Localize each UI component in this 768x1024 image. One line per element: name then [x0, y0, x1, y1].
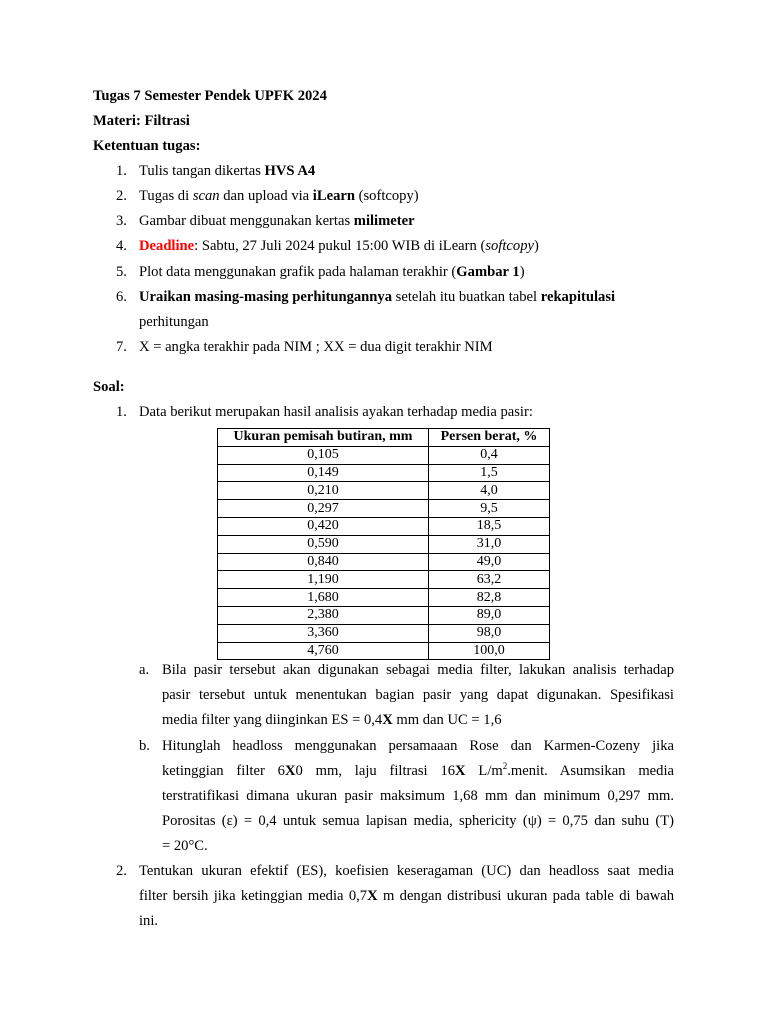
table-cell: 2,380	[218, 606, 429, 624]
subquestion-b-line: = 20°C.	[162, 838, 208, 854]
table-row	[218, 642, 550, 660]
rule-item: Plot data menggunakan grafik pada halaman terakhir (Gambar 1)	[139, 264, 525, 280]
table-cell: 0,4	[429, 446, 550, 464]
table-cell: 82,8	[429, 589, 550, 607]
rule-number: 4.	[116, 238, 127, 254]
table-header-row	[218, 429, 550, 447]
table-row	[218, 589, 550, 607]
table-cell: 0,297	[218, 500, 429, 518]
table-row	[218, 464, 550, 482]
rule-item: Tulis tangan dikertas HVS A4	[139, 163, 316, 179]
subquestion-a-line: media filter yang diinginkan ES = 0,4X mm dan UC = 1,6	[162, 712, 502, 728]
table-cell: 98,0	[429, 624, 550, 642]
soal-heading: Soal:	[93, 379, 125, 395]
subquestion-a-line: pasir tersebut untuk menentukan bagian pasir yang dapat digunakan. Spesifikasi	[162, 687, 674, 703]
table-cell: 100,0	[429, 642, 550, 660]
rule-item: Deadline: Sabtu, 27 Juli 2024 pukul 15:00 WIB di iLearn (softcopy)	[139, 238, 539, 254]
rule-number: 6.	[116, 289, 127, 305]
table-row	[218, 553, 550, 571]
table-cell: 31,0	[429, 535, 550, 553]
rule-item: Uraikan masing-masing perhitungannya setelah itu buatkan tabel rekapitulasi	[139, 289, 616, 305]
table-cell: 18,5	[429, 517, 550, 535]
question-2-line: Tentukan ukuran efektif (ES), koefisien keseragaman (UC) dan headloss saat media	[139, 863, 674, 879]
sieve-analysis-table	[217, 428, 550, 660]
materi-heading: Materi: Filtrasi	[93, 113, 190, 129]
table-row	[218, 624, 550, 642]
table-cell: 4,0	[429, 482, 550, 500]
table-cell: 3,360	[218, 624, 429, 642]
table-cell: 89,0	[429, 606, 550, 624]
subquestion-b-line: terstratifikasi dimana ukuran pasir maksimum 1,68 mm dan minimum 0,297 mm.	[162, 788, 674, 804]
column-header: Ukuran pemisah butiran, mm	[218, 429, 429, 447]
subquestion-label-b: b.	[139, 738, 150, 754]
doc-title: Tugas 7 Semester Pendek UPFK 2024	[93, 88, 327, 104]
rule-item: Gambar dibuat menggunakan kertas milimeter	[139, 213, 415, 229]
rule-item-continuation: perhitungan	[139, 314, 209, 330]
subquestion-b-line: Hitunglah headloss menggunakan persamaaan Rose dan Karmen-Cozeny jika	[162, 738, 674, 754]
table-cell: 0,840	[218, 553, 429, 571]
table-cell: 1,190	[218, 571, 429, 589]
question-2-line: ini.	[139, 913, 159, 929]
table-cell: 0,105	[218, 446, 429, 464]
subquestion-a-line: Bila pasir tersebut akan digunakan sebagai media filter, lakukan analisis terhadap	[162, 662, 674, 678]
table-row	[218, 535, 550, 553]
table-row	[218, 500, 550, 518]
subquestion-label-a: a.	[139, 662, 150, 678]
question-number: 2.	[116, 863, 127, 879]
subquestion-b-line: ketinggian filter 6X0 mm, laju filtrasi 16X $L/m^2.menit$. Asumsikan media	[162, 761, 674, 779]
table-cell: 1,5	[429, 464, 550, 482]
table-row	[218, 517, 550, 535]
table-cell: 49,0	[429, 553, 550, 571]
table-cell: 0,210	[218, 482, 429, 500]
table-cell: 0,149	[218, 464, 429, 482]
question-number: 1.	[116, 404, 127, 420]
table-cell: 4,760	[218, 642, 429, 660]
table-cell: 0,420	[218, 517, 429, 535]
column-header: Persen berat, %	[429, 429, 550, 447]
rule-item: X = angka terakhir pada NIM ; XX = dua digit terakhir NIM	[139, 339, 493, 355]
rule-number: 2.	[116, 188, 127, 204]
table-cell: 9,5	[429, 500, 550, 518]
table-row	[218, 446, 550, 464]
question-2-line: filter bersih jika ketinggian media 0,7X m dengan distribusi ukuran pada table di bawah	[139, 888, 675, 904]
question-1-text: Data berikut merupakan hasil analisis ayakan terhadap media pasir:	[139, 404, 533, 420]
table-row	[218, 606, 550, 624]
rule-item: Tugas di scan dan upload via iLearn (softcopy)	[139, 188, 419, 204]
rule-number: 5.	[116, 264, 127, 280]
table-cell: 1,680	[218, 589, 429, 607]
table-row	[218, 482, 550, 500]
table-cell: 0,590	[218, 535, 429, 553]
table-row	[218, 571, 550, 589]
table-cell: 63,2	[429, 571, 550, 589]
rule-number: 3.	[116, 213, 127, 229]
subquestion-b-line: Porositas (ε) = 0,4 untuk semua lapisan media, sphericity (ψ) = 0,75 dan suhu (T)	[162, 813, 674, 829]
deadline-label: Deadline	[139, 238, 195, 254]
ketentuan-heading: Ketentuan tugas:	[93, 138, 201, 154]
rule-number: 7.	[116, 339, 127, 355]
rule-number: 1.	[116, 163, 127, 179]
